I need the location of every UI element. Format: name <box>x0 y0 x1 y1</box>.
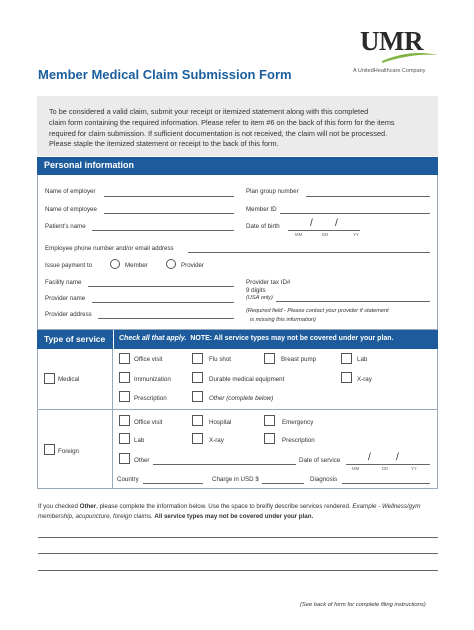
provider-radio[interactable] <box>166 259 176 269</box>
country-field[interactable] <box>143 483 203 484</box>
charge-label: Charge in USD $ <box>212 476 259 483</box>
dos-yy: YY <box>411 466 417 471</box>
dme-label: Durable medical equipment <box>209 376 285 383</box>
foreign-xray-label: X-ray <box>209 437 224 444</box>
prescription-checkbox[interactable] <box>119 391 130 402</box>
foreign-label: Foreign <box>58 448 79 455</box>
facility-label: Facility name <box>45 279 82 286</box>
logo-tagline: A UnitedHealthcare Company <box>353 68 426 74</box>
hospital-label: Hospital <box>209 419 232 426</box>
foreign-checkbox[interactable] <box>44 444 55 455</box>
immunization-checkbox[interactable] <box>119 372 130 383</box>
foreign-other-label: Other <box>134 457 150 464</box>
intro-box <box>37 96 438 156</box>
patient-label: Patient's name <box>45 223 86 230</box>
foreign-office-visit-label: Office visit <box>134 419 163 426</box>
issue-payment-label: Issue payment to <box>45 262 93 269</box>
other-label: Other (complete below) <box>209 395 274 402</box>
umr-logo <box>353 26 440 74</box>
plan-group-field[interactable] <box>306 196 430 197</box>
facility-field[interactable] <box>88 286 234 287</box>
instructions-part: If you checked <box>38 503 80 510</box>
service-heading-bar <box>37 330 438 349</box>
coverage-note: NOTE: All service types may not be covered under your plan. <box>190 335 394 342</box>
form-title: Member Medical Claim Submission Form <box>38 67 292 82</box>
service-box <box>37 349 438 489</box>
required-note-cont: is missing this information) <box>250 317 316 323</box>
date-of-service-field[interactable] <box>346 464 430 465</box>
foreign-other-checkbox[interactable] <box>119 453 130 464</box>
service-row-divider <box>37 409 438 410</box>
foreign-lab-checkbox[interactable] <box>119 433 130 444</box>
intro-line: To be considered a valid claim, submit your receipt or itemized statement along with this completed <box>49 107 369 116</box>
date-slash: / <box>368 452 371 463</box>
date-slash: / <box>310 218 313 229</box>
emergency-label: Emergency <box>282 419 314 426</box>
dme-checkbox[interactable] <box>192 372 203 383</box>
prescription-label: Prescription <box>134 395 167 402</box>
provider-address-field[interactable] <box>98 318 234 319</box>
dob-mm: MM <box>295 232 303 237</box>
breast-pump-label: Breast pump <box>281 356 317 363</box>
medical-checkbox[interactable] <box>44 373 55 384</box>
date-of-service-label: Date of service <box>299 457 341 464</box>
emergency-checkbox[interactable] <box>264 415 275 426</box>
foreign-xray-checkbox[interactable] <box>192 433 203 444</box>
heading-divider <box>113 330 114 349</box>
lab-checkbox[interactable] <box>341 353 352 364</box>
service-column-divider <box>112 349 113 489</box>
patient-field[interactable] <box>92 230 234 231</box>
other-checkbox[interactable] <box>192 391 203 402</box>
dos-mm: MM <box>352 466 360 471</box>
footer-note: (See back of form for complete filing instructions) <box>300 602 426 608</box>
tax-id-field[interactable] <box>276 301 430 302</box>
required-note: (Required field - Please contact your provider if statement <box>246 308 389 314</box>
employer-field[interactable] <box>104 196 234 197</box>
foreign-prescription-label: Prescription <box>282 437 315 444</box>
intro-line: required for claim submission. If sufficient documentation is not received, the claim will not be processed. <box>49 128 388 138</box>
tax-digits-label: 9 digits <box>246 287 266 294</box>
medical-label: Medical <box>58 376 80 383</box>
check-all-text: Check all that apply. <box>119 335 187 342</box>
member-radio[interactable] <box>110 259 120 269</box>
dos-dd: DD <box>382 466 389 471</box>
foreign-prescription-checkbox[interactable] <box>264 433 275 444</box>
employer-label: Name of employer <box>45 188 96 195</box>
intro-line: Please staple the itemized statement or receipt to the back of this form. <box>49 139 279 149</box>
dob-dd: DD <box>322 232 329 237</box>
member-id-field[interactable] <box>280 213 430 214</box>
instructions-example: Example - Wellness/gym membership, acupuncture, foreign claims. <box>38 503 421 520</box>
personal-info-heading: Personal information <box>37 157 438 175</box>
foreign-lab-label: Lab <box>134 437 145 444</box>
hospital-checkbox[interactable] <box>192 415 203 426</box>
flu-shot-checkbox[interactable] <box>192 353 203 364</box>
provider-address-label: Provider address <box>45 311 92 318</box>
member-id-label: Member ID <box>246 206 277 213</box>
foreign-office-visit-checkbox[interactable] <box>119 415 130 426</box>
plan-group-label: Plan group number <box>246 188 299 195</box>
instructions-other: Other <box>79 503 97 510</box>
logo-swoosh-icon <box>382 51 438 63</box>
dob-field[interactable] <box>288 230 360 231</box>
instructions-note: All service types may not be covered under your plan. <box>152 512 314 520</box>
office-visit-checkbox[interactable] <box>119 353 130 364</box>
diagnosis-label: Diagnosis <box>310 476 338 483</box>
tax-usa-label: (USA only) <box>246 295 273 301</box>
foreign-other-field[interactable] <box>153 464 296 465</box>
charge-field[interactable] <box>262 483 304 484</box>
diagnosis-field[interactable] <box>342 483 430 484</box>
employee-label: Name of employee <box>45 206 97 213</box>
country-label: Country <box>117 476 139 483</box>
breast-pump-checkbox[interactable] <box>264 353 275 364</box>
logo-text: UMR <box>360 26 423 56</box>
dob-yy: YY <box>353 232 359 237</box>
office-visit-label: Office visit <box>134 356 163 363</box>
provider-option-label: Provider <box>181 262 205 269</box>
service-note <box>119 335 394 342</box>
tax-id-label: Provider tax ID# <box>246 279 291 286</box>
date-slash: / <box>335 218 338 229</box>
dob-label: Date of birth <box>246 223 280 230</box>
service-heading: Type of service <box>44 334 106 344</box>
intro-line: claim form containing the required information. Please refer to item #6 on the back of this form for the items <box>49 117 395 127</box>
provider-name-field[interactable] <box>92 302 234 303</box>
description-line[interactable] <box>38 537 438 538</box>
instructions-part: , please complete the information below. Use the space to breifly describe services rendered. <box>96 503 353 510</box>
other-instructions <box>38 502 438 521</box>
employee-field[interactable] <box>104 213 234 214</box>
member-option-label: Member <box>125 262 148 269</box>
provider-name-label: Provider name <box>45 295 86 302</box>
flu-shot-label: Flu shot <box>209 356 232 363</box>
immunization-label: Immunization <box>134 376 171 383</box>
description-line[interactable] <box>38 570 438 571</box>
lab-label: Lab <box>357 356 368 363</box>
xray-label: X-ray <box>357 376 372 383</box>
contact-field[interactable] <box>188 252 430 253</box>
description-line[interactable] <box>38 553 438 554</box>
xray-checkbox[interactable] <box>341 372 352 383</box>
contact-label: Employee phone number and/or email address <box>45 245 174 252</box>
date-slash: / <box>396 452 399 463</box>
